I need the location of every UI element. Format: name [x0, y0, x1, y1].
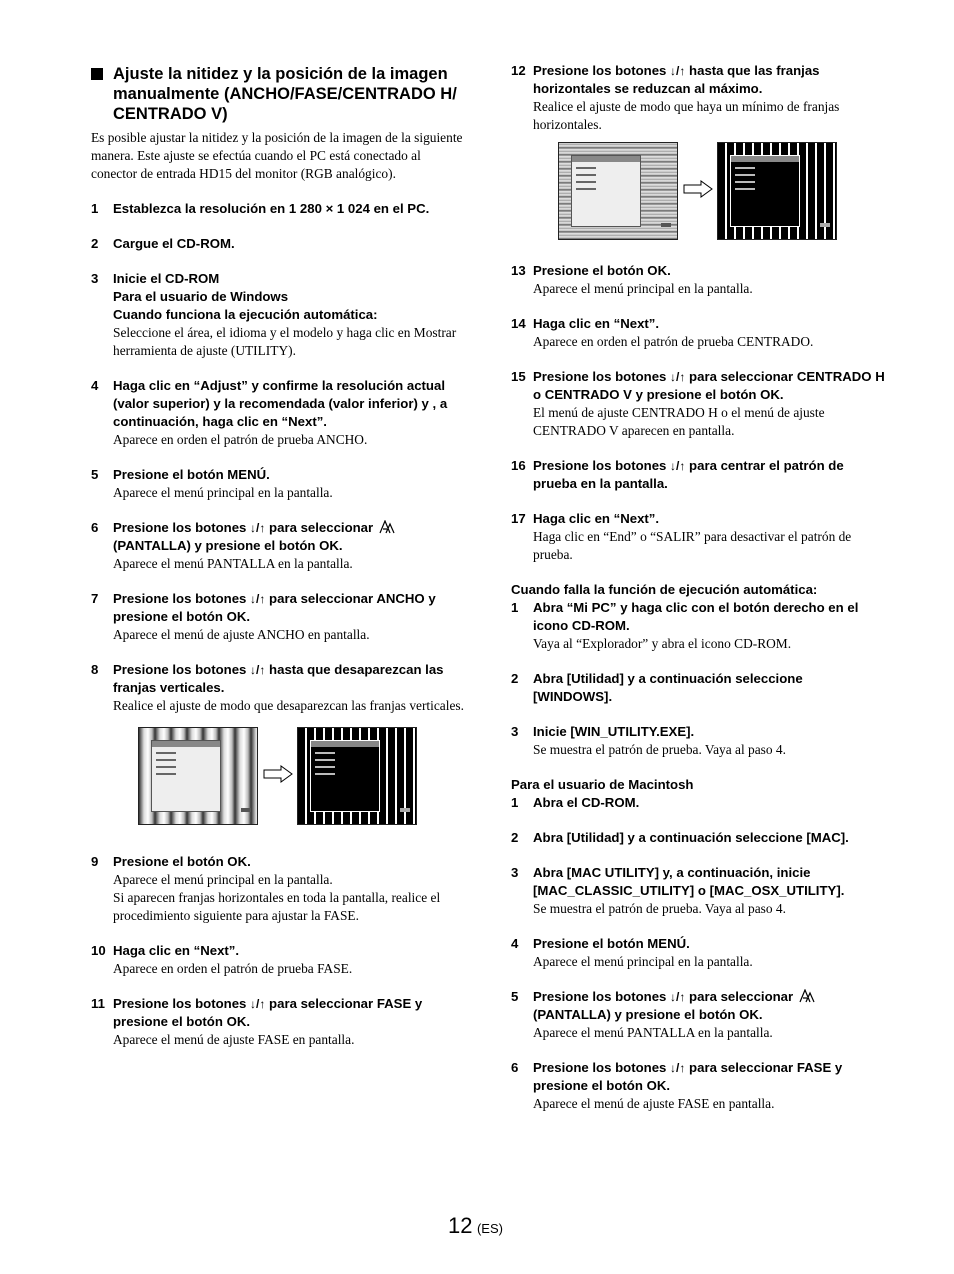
mac-heading: Para el usuario de Macintosh — [511, 777, 694, 792]
down-up-arrows-icon: ↓/↑ — [670, 370, 686, 384]
figure-phase-adjust — [511, 142, 885, 242]
step-5: 5 Presione el botón MENÚ. Aparece el menú principal en la pantalla. — [91, 467, 333, 500]
mac-step-5: 5 Presione los botones ↓/↑ para seleccionar (PANTALLA) y presione el botón OK. Aparece el menú PANTALLA en la pantalla. — [511, 988, 885, 1042]
down-up-arrows-icon: ↓/↑ — [250, 592, 266, 606]
down-up-arrows-icon: ↓/↑ — [250, 521, 266, 535]
step-6: 6 Presione los botones ↓/↑ para seleccionar (PANTALLA) y presione el botón OK. Aparece el menú PANTALLA en la pantalla. — [91, 519, 465, 573]
step-9: 9 Presione el botón OK. Aparece el menú principal en la pantalla. Si aparecen franjas horizontales en toda la pantalla, realice el procedimiento siguiente para ajustar la FASE. — [91, 854, 441, 923]
screenshot-vertical-stripes — [138, 727, 258, 825]
step-7: 7 Presione los botones ↓/↑ para seleccionar ANCHO y presione el botón OK. Aparece el menú de ajuste ANCHO en pantalla. — [91, 591, 436, 642]
screen-menu-icon — [799, 989, 815, 1003]
screenshot-adjusted-lines — [297, 727, 417, 825]
mac-step-1: 1 Abra el CD-ROM. — [511, 795, 640, 810]
page-number: 12 (ES) — [448, 1213, 503, 1238]
screenshot-adjusted-lines — [717, 142, 837, 240]
down-up-arrows-icon: ↓/↑ — [670, 1061, 686, 1075]
screenshot-horizontal-stripes — [558, 142, 678, 240]
step-4: 4 Haga clic en “Adjust” y confirme la resolución actual (valor superior) y la recomendada (valor inferior) y , a continuación, haga clic en “Next”. Aparece en orden el patrón de prueba ANCHO. — [91, 378, 448, 447]
right-arrow-icon — [683, 180, 713, 198]
autofail-step-3: 3 Inicie [WIN_UTILITY.EXE]. Se muestra el patrón de prueba. Vaya al paso 4. — [511, 724, 786, 757]
step-2: 2 Cargue el CD-ROM. — [91, 236, 235, 251]
step-16: 16 Presione los botones ↓/↑ para centrar el patrón de prueba en la pantalla. — [511, 458, 844, 491]
step-12: 12 Presione los botones ↓/↑ hasta que las franjas horizontales se reduzcan al máximo. Realice el ajuste de modo que haya un mínimo de franjas horizontales. — [511, 63, 840, 132]
section-heading: Ajuste la nitidez y la posición de la imagen manualmente (ANCHO/FASE/CENTRADO H/ CENTRADO V) — [91, 64, 465, 124]
intro-paragraph: Es posible ajustar la nitidez y la posición de la imagen de la siguiente manera. Este ajuste se efectúa cuando el PC está conectado al conector de entrada HD15 del monitor (RGB analógico). — [91, 130, 463, 181]
step-11: 11 Presione los botones ↓/↑ para seleccionar FASE y presione el botón OK. Aparece el menú de ajuste FASE en pantalla. — [91, 996, 423, 1047]
autofail-step-1: 1 Abra “Mi PC” y haga clic con el botón derecho en el icono CD-ROM. Vaya al “Explorador” y abra el icono CD-ROM. — [511, 600, 859, 651]
figure-width-adjust — [91, 727, 465, 827]
down-up-arrows-icon: ↓/↑ — [670, 459, 686, 473]
step-15: 15 Presione los botones ↓/↑ para seleccionar CENTRADO H o CENTRADO V y presione el botón OK. El menú de ajuste CENTRADO H o el menú de ajuste CENTRADO V aparecen en pantalla. — [511, 369, 885, 438]
down-up-arrows-icon: ↓/↑ — [670, 990, 686, 1004]
screen-menu-icon — [379, 520, 395, 534]
right-column — [511, 62, 885, 1113]
right-arrow-icon — [263, 765, 293, 783]
mac-step-6: 6 Presione los botones ↓/↑ para seleccionar FASE y presione el botón OK. Aparece el menú de ajuste FASE en pantalla. — [511, 1060, 843, 1111]
step-14: 14 Haga clic en “Next”. Aparece en orden el patrón de prueba CENTRADO. — [511, 316, 814, 349]
step-8: 8 Presione los botones ↓/↑ hasta que desaparezcan las franjas verticales. Realice el ajuste de modo que desaparezcan las franjas verticales. — [91, 662, 464, 713]
autofail-heading: Cuando falla la función de ejecución automática: — [511, 582, 818, 597]
mac-step-2: 2 Abra [Utilidad] y a continuación seleccione [MAC]. — [511, 830, 849, 845]
mac-step-4: 4 Presione el botón MENÚ. Aparece el menú principal en la pantalla. — [511, 936, 753, 969]
mac-step-3: 3 Abra [MAC UTILITY] y, a continuación, inicie [MAC_CLASSIC_UTILITY] o [MAC_OSX_UTILITY]. Se muestra el patrón de prueba. Vaya al paso 4. — [511, 865, 845, 916]
step-17: 17 Haga clic en “Next”. Haga clic en “End” o “SALIR” para desactivar el patrón de prueba. — [511, 511, 852, 562]
autofail-step-2: 2 Abra [Utilidad] y a continuación seleccione [WINDOWS]. — [511, 671, 803, 704]
step-13: 13 Presione el botón OK. Aparece el menú principal en la pantalla. — [511, 263, 753, 296]
step-1: 1 Establezca la resolución en 1 280 × 1 024 en el PC. — [91, 201, 430, 216]
down-up-arrows-icon: ↓/↑ — [670, 64, 686, 78]
bullet-square-icon — [91, 68, 103, 80]
step-3: 3 Inicie el CD-ROM Para el usuario de Windows Cuando funciona la ejecución automática: Seleccione el área, el idioma y el modelo y haga clic en Mostrar herramienta de ajuste (UTILITY). — [91, 271, 457, 358]
step-10: 10 Haga clic en “Next”. Aparece en orden el patrón de prueba FASE. — [91, 943, 353, 976]
down-up-arrows-icon: ↓/↑ — [250, 997, 266, 1011]
down-up-arrows-icon: ↓/↑ — [250, 663, 266, 677]
left-column — [91, 62, 465, 1049]
